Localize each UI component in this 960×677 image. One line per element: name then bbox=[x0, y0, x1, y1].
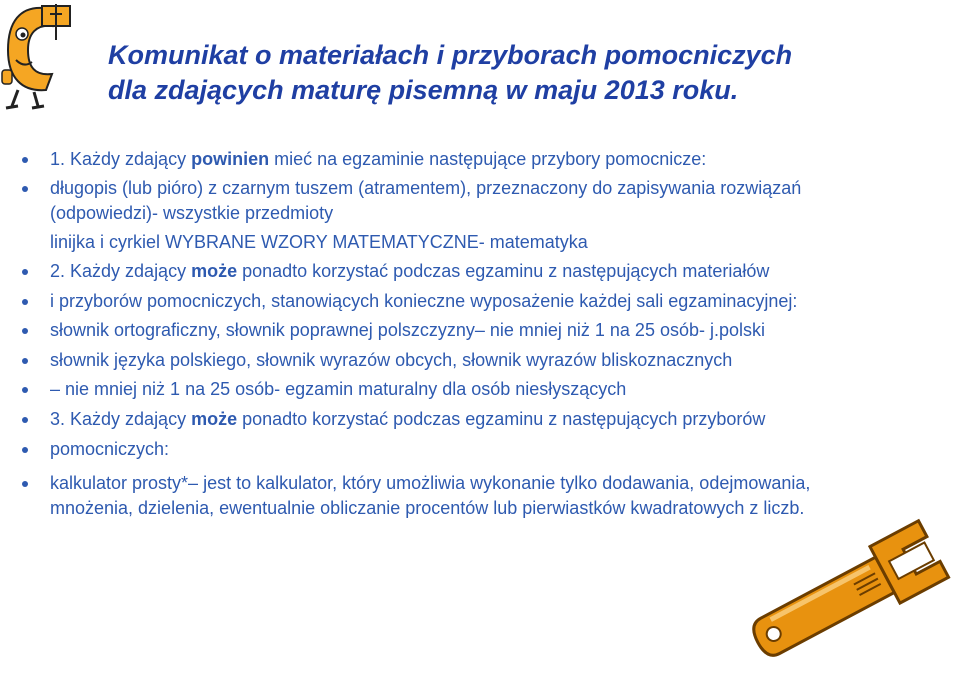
paragraph-2: długopis (lub pióro) z czarnym tuszem (atramentem), przeznaczony do zapisywania rozwiązań bbox=[50, 178, 802, 198]
paragraph-9-text-b: ponadto korzystać podczas egzaminu z następujących przyborów bbox=[237, 409, 766, 429]
bullet-10 bbox=[22, 447, 28, 453]
paragraph-11: kalkulator prosty*– jest to kalkulator, który umożliwia wykonanie tylko dodawania, odejmowania, bbox=[50, 473, 811, 493]
bullet-7 bbox=[22, 358, 28, 364]
bullet-11 bbox=[22, 481, 28, 487]
bullet-9 bbox=[22, 417, 28, 423]
paragraph-4-text-b: ponadto korzystać podczas egzaminu z następujących materiałów bbox=[237, 261, 770, 281]
paragraph-5: i przyborów pomocniczych, stanowiących konieczne wyposażenie każdej sali egzaminacyjnej: bbox=[50, 291, 798, 311]
title-line-1: Komunikat o materiałach i przyborach pomocniczych bbox=[108, 40, 793, 70]
paragraph-1-bold: powinien bbox=[191, 149, 270, 169]
paragraph-3: linijka i cyrkiel WYBRANE WZORY MATEMATYCZNE- matematyka bbox=[50, 232, 588, 252]
paragraph-2-cont: (odpowiedzi)- wszystkie przedmioty bbox=[50, 203, 334, 223]
paragraph-6: słownik ortograficzny, słownik poprawnej polszczyzny– nie mniej niż 1 na 25 osób- j.polski bbox=[50, 320, 765, 340]
bullet-1 bbox=[22, 157, 28, 163]
title-line-2: dla zdających maturę pisemną w maju 2013 roku. bbox=[108, 75, 739, 105]
bullet-8 bbox=[22, 387, 28, 393]
paragraph-4 bbox=[50, 259, 769, 284]
paragraph-1 bbox=[50, 147, 706, 172]
paragraph-9-text-a: 3. Każdy zdający bbox=[50, 409, 192, 429]
wrench-icon bbox=[740, 515, 955, 675]
paragraph-1-text-b: mieć na egzaminie następujące przybory pomocnicze: bbox=[269, 149, 707, 169]
paragraph-1-text-a: 1. Każdy zdający bbox=[50, 149, 192, 169]
paragraph-9 bbox=[50, 407, 765, 432]
paragraph-4-text-a: 2. Każdy zdający bbox=[50, 261, 192, 281]
paragraph-7: słownik języka polskiego, słownik wyrazów obcych, słownik wyrazów bliskoznacznych bbox=[50, 350, 733, 370]
paragraph-4-bold: może bbox=[191, 261, 238, 281]
bullet-2 bbox=[22, 186, 28, 192]
paragraph-9-bold: może bbox=[191, 409, 238, 429]
bullet-5 bbox=[22, 299, 28, 305]
paragraph-10: pomocniczych: bbox=[50, 439, 170, 459]
paragraph-11-cont: mnożenia, dzielenia, ewentualnie obliczanie procentów lub pierwiastków kwadratowych z liczb. bbox=[50, 498, 805, 518]
bullet-6 bbox=[22, 328, 28, 334]
bullet-4 bbox=[22, 269, 28, 275]
paragraph-8: – nie mniej niż 1 na 25 osób- egzamin maturalny dla osób niesłyszących bbox=[50, 379, 627, 399]
